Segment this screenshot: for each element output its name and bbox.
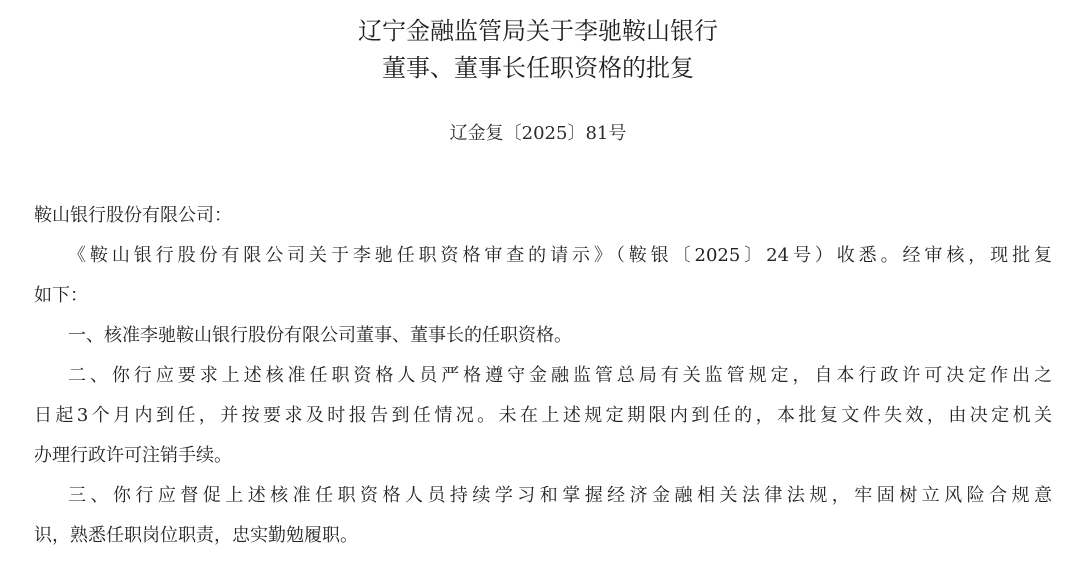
paragraph-1-line-1: 《鞍山银行股份有限公司关于李驰任职资格审查的请示》（鞍银〔2025〕24号）收悉。经审核，现批复 xyxy=(68,245,1052,266)
document-title-line-2: 董事、董事长任职资格的批复 xyxy=(382,54,694,82)
paragraph-4-line-1: 三、你行应督促上述核准任职资格人员持续学习和掌握经济金融相关法律法规，牢固树立风险合规意 xyxy=(68,485,1052,506)
document-number: 辽金复〔2025〕81号 xyxy=(449,123,627,144)
salutation: 鞍山银行股份有限公司： xyxy=(34,205,232,226)
paragraph-4-line-2: 识，熟悉任职岗位职责，忠实勤勉履职。 xyxy=(34,525,358,546)
paragraph-3-line-1: 二、你行应要求上述核准任职资格人员严格遵守金融监管总局有关监管规定，自本行政许可决定作出之 xyxy=(68,365,1052,386)
document-title-line-1: 辽宁金融监管局关于李驰鞍山银行 xyxy=(358,17,718,45)
paragraph-1-line-2: 如下： xyxy=(34,285,88,306)
paragraph-3-line-3: 办理行政许可注销手续。 xyxy=(34,445,232,466)
paragraph-2-line-1: 一、核准李驰鞍山银行股份有限公司董事、董事长的任职资格。 xyxy=(68,325,572,346)
paragraph-3-line-2: 日起3个月内到任，并按要求及时报告到任情况。未在上述规定期限内到任的，本批复文件失效，由决定机关 xyxy=(34,405,1052,426)
